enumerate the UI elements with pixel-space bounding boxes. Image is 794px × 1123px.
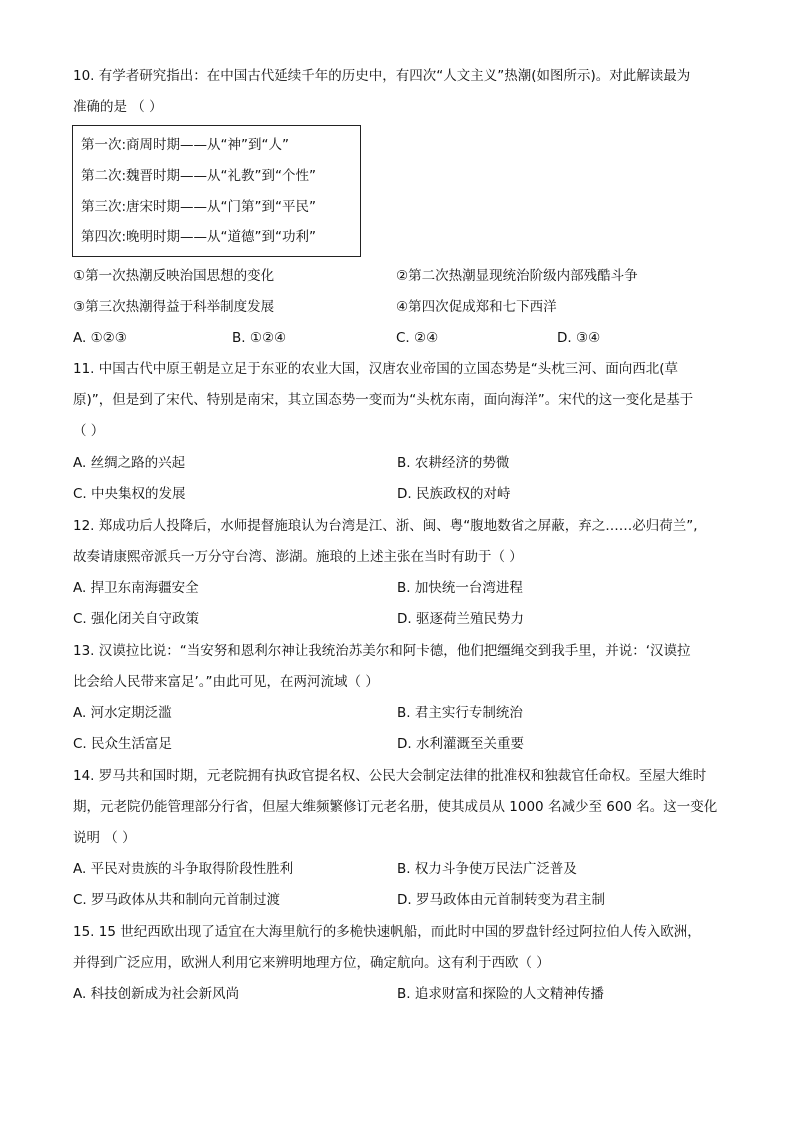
- q13-option-c: C. 民众生活富足: [73, 736, 173, 752]
- q11-option-c: C. 中央集权的发展: [73, 486, 186, 502]
- q11-stem-line1: 11. 中国古代中原王朝是立足于东亚的农业大国，汉唐农业帝国的立国态势是“头枕三河、面向西北(草: [73, 361, 679, 377]
- q13-option-b: B. 君主实行专制统治: [397, 705, 523, 721]
- q13-stem-line2: 比会给人民带来富足’。”由此可见，在两河流域（ ）: [73, 674, 379, 690]
- q15-stem-line1: 15. 15 世纪西欧出现了适宜在大海里航行的多桅快速帆船，而此时中国的罗盘针经过阿拉伯人传入欧洲，: [73, 924, 701, 940]
- q12-stem-line2: 故奏请康熙帝派兵一万分守台湾、澎湖。施琅的上述主张在当时有助于（ ）: [73, 549, 523, 565]
- q11-option-b: B. 农耕经济的势微: [397, 455, 510, 471]
- q15-option-a: A. 科技创新成为社会新风尚: [73, 986, 240, 1002]
- q10-stem-line2: 准确的是 （ ）: [73, 99, 163, 115]
- q10-box-row-2: 第二次:魏晋时期——从“礼教”到“个性”: [81, 168, 317, 184]
- q12-stem-line1: 12. 郑成功后人投降后，水师提督施琅认为台湾是江、浙、闽、粤“腹地数省之屏蔽，弃之……必归荷兰”,: [73, 518, 698, 534]
- q11-option-a: A. 丝绸之路的兴起: [73, 455, 186, 471]
- q10-statement-4: ④第四次促成郑和七下西洋: [396, 299, 557, 315]
- q14-stem-line2: 期，元老院仍能管理部分行省，但屋大维频繁修订元老名册，使其成员从 1000 名减少至 600 名。这一变化: [73, 799, 718, 815]
- q12-option-c: C. 强化闭关自守政策: [73, 611, 200, 627]
- q10-info-box: [72, 125, 361, 257]
- q10-statement-1: ①第一次热潮反映治国思想的变化: [73, 268, 275, 284]
- q15-stem-line2: 并得到广泛应用，欧洲人利用它来辨明地理方位，确定航向。这有利于西欧（ ）: [73, 955, 550, 971]
- q14-option-d: D. 罗马政体由元首制转变为君主制: [397, 892, 605, 908]
- q14-option-a: A. 平民对贵族的斗争取得阶段性胜利: [73, 861, 294, 877]
- q11-option-d: D. 民族政权的对峙: [397, 486, 511, 502]
- q12-option-a: A. 捍卫东南海疆安全: [73, 580, 199, 596]
- q14-stem-line1: 14. 罗马共和国时期，元老院拥有执政官提名权、公民大会制定法律的批准权和独裁官任命权。至屋大维时: [73, 768, 707, 784]
- q10-option-b: B. ①②④: [232, 330, 287, 346]
- q10-box-row-1: 第一次:商周时期——从“神”到“人”: [81, 137, 290, 153]
- q15-option-b: B. 追求财富和探险的人文精神传播: [397, 986, 604, 1002]
- q13-stem-line1: 13. 汉谟拉比说：“当安努和恩利尔神让我统治苏美尔和阿卡德，他们把缰绳交到我手里，并说：‘汉谟拉: [73, 643, 691, 659]
- q14-option-b: B. 权力斗争使万民法广泛普及: [397, 861, 577, 877]
- q11-stem-line3: （ ）: [73, 423, 105, 439]
- q10-option-c: C. ②④: [396, 330, 439, 346]
- q12-option-d: D. 驱逐荷兰殖民势力: [397, 611, 524, 627]
- q10-statement-3: ③第三次热潮得益于科举制度发展: [73, 299, 275, 315]
- q13-option-d: D. 水利灌溉至关重要: [397, 736, 524, 752]
- q10-box-row-4: 第四次:晚明时期——从“道德”到“功利”: [81, 229, 317, 245]
- q10-stem-line1: 10. 有学者研究指出：在中国古代延续千年的历史中，有四次“人文主义”热潮(如图所示)。对此解读最为: [73, 68, 691, 84]
- q10-statement-2: ②第二次热潮显现统治阶级内部残酷斗争: [396, 268, 638, 284]
- q13-option-a: A. 河水定期泛滥: [73, 705, 172, 721]
- q14-stem-line3: 说明 （ ）: [73, 830, 136, 846]
- q10-option-d: D. ③④: [557, 330, 601, 346]
- q10-box-row-3: 第三次:唐宋时期——从“门第”到“平民”: [81, 199, 317, 215]
- q11-stem-line2: 原)”，但是到了宋代、特别是南宋，其立国态势一变而为“头枕东南，面向海洋”。宋代的这一变化是基于: [73, 392, 694, 408]
- q12-option-b: B. 加快统一台湾进程: [397, 580, 523, 596]
- q10-option-a: A. ①②③: [73, 330, 127, 346]
- q14-option-c: C. 罗马政体从共和制向元首制过渡: [73, 892, 281, 908]
